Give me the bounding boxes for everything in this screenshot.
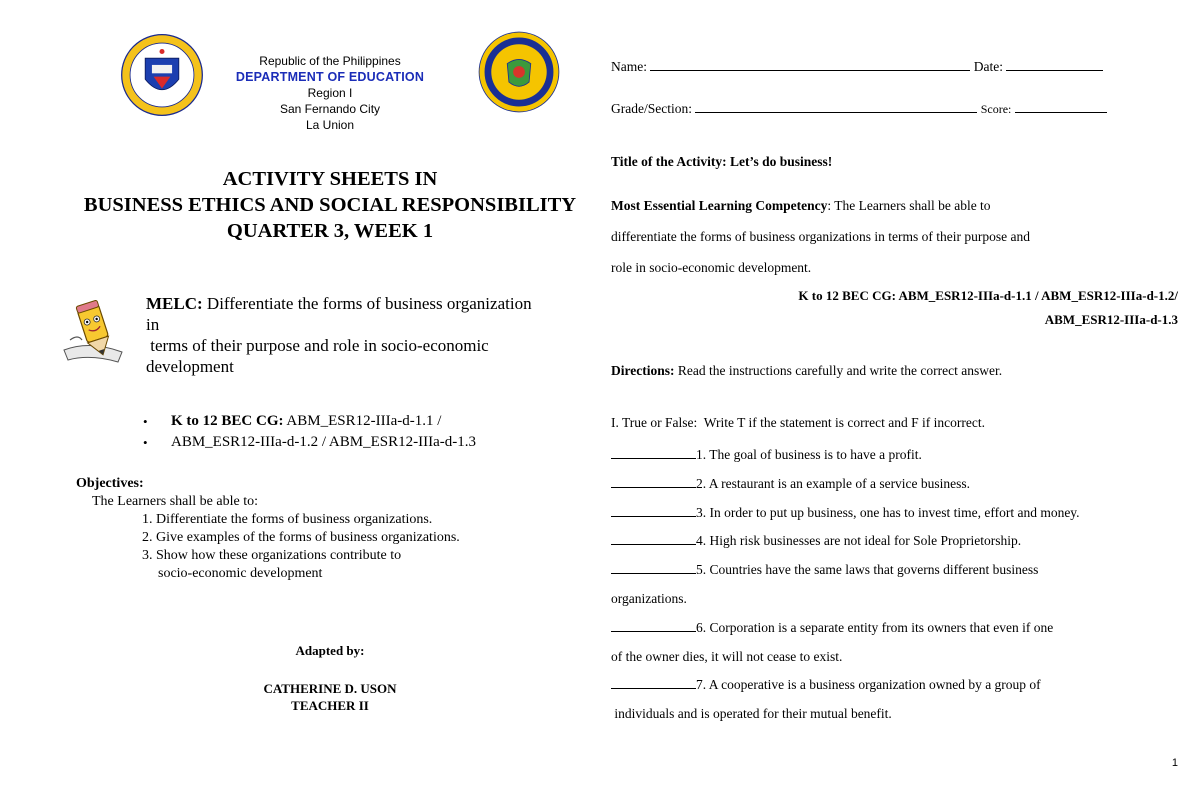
name-label: Name: [611,59,647,74]
answer-blank[interactable] [611,531,696,545]
title-line-3: QUARTER 3, WEEK 1 [226,220,434,242]
list-item [143,432,476,453]
pencil-mascot-icon [60,300,130,368]
kto12-codes [611,284,1178,332]
objective-continuation: socio-economic development [158,566,323,581]
question-text: 3. In order to put up business, one has to invest time, effort and money. [696,504,1080,520]
list-item [143,411,476,432]
competency-text-1: : The Learners shall be able to [827,198,991,213]
score-field[interactable] [1015,100,1107,113]
activity-title: Title of the Activity: Let’s do business! [611,154,833,169]
competency-paragraph [611,190,1181,283]
melc-line-1: Differentiate the forms of business organization [202,294,532,313]
answer-blank[interactable] [611,675,696,689]
answer-blank[interactable] [611,474,696,488]
objectives-intro: The Learners shall be able to: [92,494,258,509]
document-title [40,166,620,244]
question-item [611,671,1181,700]
question-text: 4. High risk businesses are not ideal for Sole Proprietorship. [696,533,1022,549]
region-text: Region I [307,86,353,100]
objectives-heading: Objectives: [76,476,144,491]
score-label: Score: [980,102,1012,116]
grade-section-label: Grade/Section: [611,101,692,116]
question-text: 6. Corporation is a separate entity from its owners that even if one [696,619,1054,635]
question-item [611,556,1181,585]
kto12-line-1: K to 12 BEC CG: ABM_ESR12-IIIa-d-1.1 / ABM_ESR12-IIIa-d-1.2/ [798,288,1178,303]
kto12-label: K to 12 BEC CG: [171,413,284,429]
question-item [611,470,1181,499]
page-number: 1 [1171,757,1178,769]
directions-text: Read the instructions carefully and write the correct answer. [674,363,1003,378]
question-text: 1. The goal of business is to have a profit. [696,447,922,462]
deped-region-seal-logo [477,30,561,114]
republic-text: Republic of the Philippines [259,54,401,68]
kto12-line-2: ABM_ESR12-IIIa-d-1.3 [1044,312,1178,327]
deped-seal-logo [120,33,204,117]
answer-blank[interactable] [611,560,696,574]
department-text: DEPARTMENT OF EDUCATION [235,70,425,84]
melc-line-3: terms of their purpose and role in socio-economic [146,336,489,355]
grade-section-field[interactable] [695,100,977,113]
competency-text-3: role in socio-economic development. [611,260,812,275]
author-position: TEACHER II [291,698,369,713]
adapted-by-block [200,642,460,714]
date-field[interactable] [1006,58,1103,71]
question-text: 5. Countries have the same laws that governs different business [696,562,1039,578]
answer-blank[interactable] [611,503,696,517]
code-text: ABM_ESR12-IIIa-d-1.1 / [283,413,442,429]
directions [611,363,1181,379]
directions-label: Directions: [611,363,675,378]
question-continuation: of the owner dies, it will not cease to exist. [611,648,843,664]
competency-label: Most Essential Learning Competency [611,198,828,213]
objective-item: 3. Show how these organizations contribute to [142,548,402,563]
objectives-section [76,475,596,583]
title-line-2: BUSINESS ETHICS AND SOCIAL RESPONSIBILITY [83,194,577,216]
question-text: 7. A cooperative is a business organization owned by a group of [696,677,1041,693]
student-info-form [611,58,1181,118]
question-continuation: organizations. [611,590,687,606]
city-text: San Fernando City [279,102,381,116]
question-text: 2. A restaurant is an example of a service business. [696,475,971,491]
date-label: Date: [973,59,1003,74]
adapted-label: Adapted by: [295,643,365,658]
melc-statement [146,293,616,377]
melc-line-4: development [146,357,234,376]
question-item [611,499,1181,528]
objective-item: 2. Give examples of the forms of business organizations. [142,530,460,545]
agency-header [210,53,450,133]
question-item [611,527,1181,556]
province-text: La Union [305,118,355,132]
answer-blank[interactable] [611,618,696,632]
objective-item: 1. Differentiate the forms of business organizations. [142,512,433,527]
melc-line-2: in [146,315,160,334]
title-line-1: ACTIVITY SHEETS IN [222,168,438,190]
question-continuation: individuals and is operated for their mutual benefit. [611,706,892,722]
competency-text-2: differentiate the forms of business organizations in terms of their purpose and [611,229,1031,244]
true-false-heading: I. True or False: Write T if the statement is correct and F if incorrect. [611,415,985,430]
melc-label: MELC: [146,294,203,313]
question-item [611,614,1181,643]
name-field[interactable] [650,58,970,71]
question-item [611,441,1181,470]
code-text: ABM_ESR12-IIIa-d-1.2 / ABM_ESR12-IIIa-d-1.3 [171,434,476,450]
true-false-items [611,441,1181,729]
author-name: CATHERINE D. USON [263,681,397,696]
answer-blank[interactable] [611,445,696,459]
curriculum-codes-list [143,411,476,453]
